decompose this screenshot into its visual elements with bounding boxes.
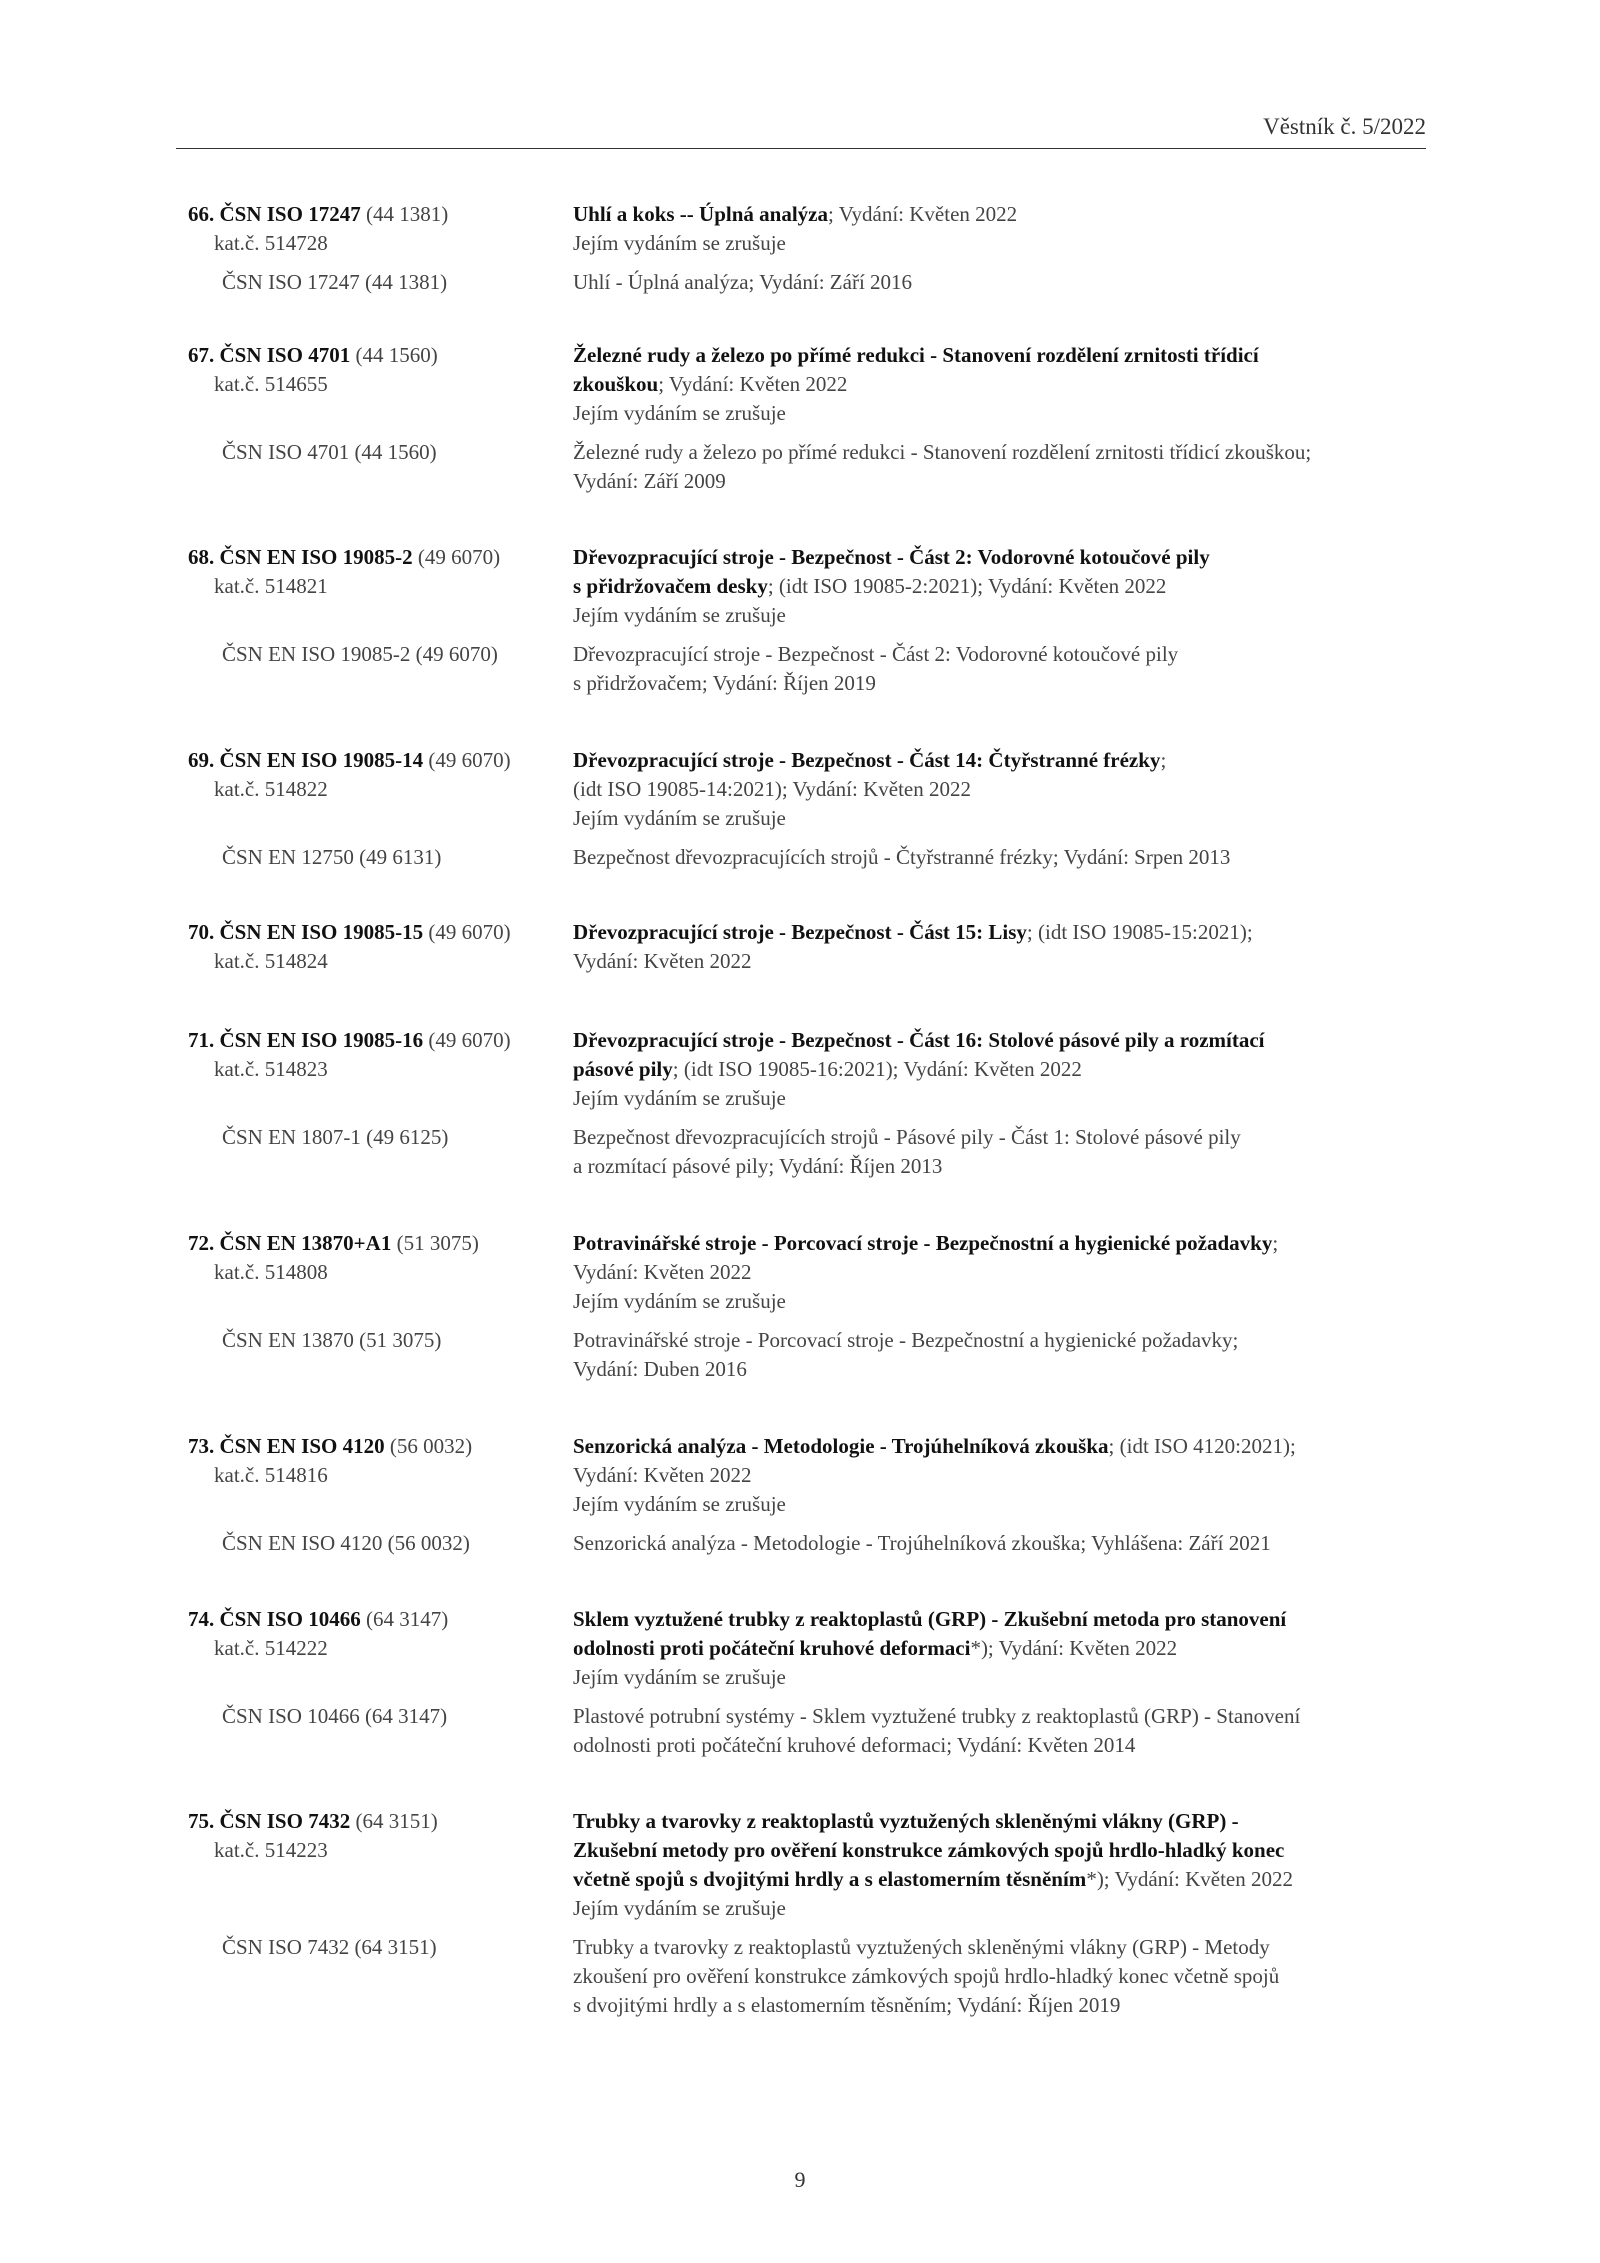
entry-identifier [188, 1807, 568, 1865]
title-rest-text: ; Vydání: Květen 2022 [658, 372, 848, 396]
replaced-standard: ČSN ISO 7432 (64 3151) [222, 1935, 437, 1959]
catalog-number: kat.č. 514822 [214, 777, 328, 801]
standard-designation: ČSN EN ISO 19085-2 [219, 545, 413, 569]
title-line [573, 1229, 1433, 1258]
title-rest-text: Vydání: Květen 2022 [573, 1463, 752, 1487]
title-bold-text: Dřevozpracující stroje - Bezpečnost - Část 14: Čtyřstranné frézky [573, 748, 1161, 772]
replaced-title-line: a rozmítací pásové pily; Vydání: Říjen 2013 [573, 1154, 943, 1178]
entry-title [573, 341, 1433, 428]
title-line [573, 1055, 1433, 1084]
title-line [573, 370, 1433, 399]
title-line [573, 1807, 1433, 1836]
classification-code: (64 3147) [365, 1607, 449, 1631]
title-rest-text: Vydání: Květen 2022 [573, 1260, 752, 1284]
replaced-standard-title [573, 1933, 1433, 2020]
replaced-title-line: Bezpečnost dřevozpracujících strojů - Pásové pily - Část 1: Stolové pásové pily [573, 1125, 1241, 1149]
catalog-number: kat.č. 514222 [214, 1636, 328, 1660]
entry-title [573, 1229, 1433, 1316]
title-rest-text: Vydání: Květen 2022 [573, 949, 752, 973]
title-bold-text: odolnosti proti počáteční kruhové deformaci [573, 1636, 971, 1660]
catalog-number: kat.č. 514808 [214, 1260, 328, 1284]
title-line [573, 1865, 1433, 1894]
entry-identifier-line [188, 1432, 568, 1461]
entry-title [573, 918, 1433, 976]
replaced-standard-title [573, 1326, 1433, 1384]
title-line [573, 1836, 1433, 1865]
replaced-title-line: zkoušení pro ověření konstrukce zámkových spojů hrdlo-hladký konec včetně spojů [573, 1964, 1280, 1988]
title-line [573, 200, 1433, 229]
title-line [573, 1258, 1433, 1287]
title-bold-text: Senzorická analýza - Metodologie - Trojúhelníková zkouška [573, 1434, 1109, 1458]
replaced-standard-title [573, 438, 1433, 496]
entry-identifier [188, 1605, 568, 1663]
entry-title [573, 1807, 1433, 1923]
title-rest-text: ; (idt ISO 4120:2021); [1108, 1434, 1296, 1458]
entry-identifier-line [188, 746, 568, 775]
entry-title [573, 1432, 1433, 1519]
entry-identifier-line [188, 1605, 568, 1634]
title-rest-text: ; Vydání: Květen 2022 [827, 202, 1018, 226]
title-bold-text: s přidržovačem desky [573, 574, 768, 598]
title-line [573, 543, 1433, 572]
entry-identifier-line [188, 1229, 568, 1258]
entry-title [573, 543, 1433, 630]
title-rest-text: (idt ISO 19085-14:2021); Vydání: Květen 2022 [573, 777, 971, 801]
entry-number: 75. [188, 1809, 215, 1833]
replaced-standard-title [573, 640, 1433, 698]
catalog-number: kat.č. 514223 [214, 1838, 328, 1862]
classification-code: (51 3075) [396, 1231, 479, 1255]
title-line [573, 746, 1433, 775]
entry-title [573, 200, 1433, 258]
cancellation-note: Jejím vydáním se zrušuje [573, 603, 786, 627]
entry-identifier-line [188, 918, 568, 947]
catalog-number: kat.č. 514655 [214, 372, 328, 396]
entry-number: 70. [188, 920, 215, 944]
catalog-number: kat.č. 514824 [214, 949, 328, 973]
replaced-title-line: Vydání: Duben 2016 [573, 1357, 747, 1381]
entry-identifier [188, 1229, 568, 1287]
title-line [573, 1461, 1433, 1490]
replaced-title-line: Bezpečnost dřevozpracujících strojů - Čtyřstranné frézky; Vydání: Srpen 2013 [573, 845, 1231, 869]
cancellation-note: Jejím vydáním se zrušuje [573, 1896, 786, 1920]
cancellation-note: Jejím vydáním se zrušuje [573, 1665, 786, 1689]
classification-code: (44 1560) [355, 343, 438, 367]
entry-identifier-line [188, 341, 568, 370]
standard-designation: ČSN EN ISO 19085-14 [219, 748, 424, 772]
entry-number: 73. [188, 1434, 215, 1458]
cancellation-note: Jejím vydáním se zrušuje [573, 231, 786, 255]
catalog-number: kat.č. 514821 [214, 574, 328, 598]
standard-designation: ČSN ISO 17247 [219, 202, 361, 226]
catalog-number: kat.č. 514728 [214, 231, 328, 255]
replaced-title-line: Vydání: Září 2009 [573, 469, 726, 493]
standard-designation: ČSN EN 13870+A1 [219, 1231, 392, 1255]
entry-title [573, 1605, 1433, 1692]
entry-number: 71. [188, 1028, 215, 1052]
replaced-standard: ČSN ISO 10466 (64 3147) [222, 1704, 448, 1728]
standard-designation: ČSN EN ISO 19085-16 [219, 1028, 424, 1052]
entry-number: 68. [188, 545, 215, 569]
title-bold-text: včetně spojů s dvojitými hrdly a s elastomerním těsněním [573, 1867, 1087, 1891]
title-bold-text: Potravinářské stroje - Porcovací stroje - Bezpečnostní a hygienické požadavky [573, 1231, 1273, 1255]
title-bold-text: Trubky a tvarovky z reaktoplastů vyztužených skleněnými vlákny (GRP) - [573, 1809, 1239, 1833]
title-bold-text: Dřevozpracující stroje - Bezpečnost - Část 15: Lisy [573, 920, 1027, 944]
entry-identifier-line [188, 1026, 568, 1055]
replaced-standard-title [573, 843, 1433, 872]
title-line [573, 775, 1433, 804]
classification-code: (56 0032) [389, 1434, 473, 1458]
title-bold-text: pásové pily [573, 1057, 673, 1081]
replaced-title-line: Potravinářské stroje - Porcovací stroje - Bezpečnostní a hygienické požadavky; [573, 1328, 1239, 1352]
title-bold-text: Dřevozpracující stroje - Bezpečnost - Část 16: Stolové pásové pily a rozmítací [573, 1028, 1265, 1052]
title-rest-text: ; (idt ISO 19085-15:2021); [1026, 920, 1253, 944]
replaced-standard: ČSN EN 1807-1 (49 6125) [222, 1125, 449, 1149]
replaced-standard-title [573, 268, 1433, 297]
replaced-standard-title [573, 1529, 1433, 1558]
entry-identifier-line [188, 543, 568, 572]
entry-identifier [188, 200, 568, 258]
entry-identifier [188, 918, 568, 976]
standard-designation: ČSN ISO 4701 [219, 343, 351, 367]
title-rest-text: ; [1272, 1231, 1279, 1255]
replaced-standard: ČSN ISO 4701 (44 1560) [222, 440, 437, 464]
entry-number: 67. [188, 343, 215, 367]
title-bold-text: Dřevozpracující stroje - Bezpečnost - Část 2: Vodorovné kotoučové pily [573, 545, 1210, 569]
standard-designation: ČSN ISO 7432 [219, 1809, 351, 1833]
replaced-standard: ČSN ISO 17247 (44 1381) [222, 270, 448, 294]
entry-identifier [188, 746, 568, 804]
title-rest-text: ; (idt ISO 19085-16:2021); Vydání: Květen 2022 [672, 1057, 1082, 1081]
title-bold-text: Železné rudy a železo po přímé redukci - Stanovení rozdělení zrnitosti třídicí [573, 343, 1259, 367]
title-line [573, 572, 1433, 601]
classification-code: (49 6070) [417, 545, 501, 569]
replaced-title-line: Trubky a tvarovky z reaktoplastů vyztužených skleněnými vlákny (GRP) - Metody [573, 1935, 1270, 1959]
title-line [573, 947, 1433, 976]
cancellation-note: Jejím vydáním se zrušuje [573, 1086, 786, 1110]
replaced-title-line: Uhlí - Úplná analýza; Vydání: Září 2016 [573, 270, 913, 294]
entry-title [573, 1026, 1433, 1113]
entry-number: 66. [188, 202, 215, 226]
title-rest-text: ; [1160, 748, 1167, 772]
standard-designation: ČSN EN ISO 19085-15 [219, 920, 424, 944]
entry-identifier-line [188, 200, 568, 229]
title-line [573, 1026, 1433, 1055]
replaced-standard-title [573, 1123, 1433, 1181]
classification-code: (44 1381) [365, 202, 449, 226]
replaced-standard: ČSN EN ISO 19085-2 (49 6070) [222, 642, 498, 666]
replaced-title-line: odolnosti proti počáteční kruhové deformaci; Vydání: Květen 2014 [573, 1733, 1136, 1757]
replaced-standard: ČSN EN ISO 4120 (56 0032) [222, 1531, 470, 1555]
classification-code: (49 6070) [428, 920, 511, 944]
page-number: 9 [794, 2167, 806, 2192]
cancellation-note: Jejím vydáním se zrušuje [573, 806, 786, 830]
entry-identifier-line [188, 1807, 568, 1836]
cancellation-note: Jejím vydáním se zrušuje [573, 401, 786, 425]
title-rest-text: *); Vydání: Květen 2022 [970, 1636, 1178, 1660]
title-line [573, 1634, 1433, 1663]
entry-title [573, 746, 1433, 833]
cancellation-note: Jejím vydáním se zrušuje [573, 1289, 786, 1313]
entry-identifier [188, 543, 568, 601]
entry-identifier [188, 1026, 568, 1084]
catalog-number: kat.č. 514823 [214, 1057, 328, 1081]
replaced-standard: ČSN EN 12750 (49 6131) [222, 845, 442, 869]
replaced-title-line: Senzorická analýza - Metodologie - Trojúhelníková zkouška; Vyhlášena: Září 2021 [573, 1531, 1271, 1555]
entry-identifier [188, 341, 568, 399]
title-bold-text: zkouškou [573, 372, 659, 396]
page-header [176, 108, 1426, 149]
entry-number: 74. [188, 1607, 215, 1631]
entry-number: 69. [188, 748, 215, 772]
bulletin-title: Věstník č. 5/2022 [1263, 114, 1426, 139]
replaced-title-line: Plastové potrubní systémy - Sklem vyztužené trubky z reaktoplastů (GRP) - Stanovení [573, 1704, 1301, 1728]
replaced-title-line: Dřevozpracující stroje - Bezpečnost - Část 2: Vodorovné kotoučové pily [573, 642, 1179, 666]
cancellation-note: Jejím vydáním se zrušuje [573, 1492, 786, 1516]
classification-code: (64 3151) [355, 1809, 438, 1833]
title-rest-text: ; (idt ISO 19085-2:2021); Vydání: Květen 2022 [767, 574, 1167, 598]
title-bold-text: Zkušební metody pro ověření konstrukce zámkových spojů hrdlo-hladký konec [573, 1838, 1285, 1862]
replaced-standard-title [573, 1702, 1433, 1760]
title-line [573, 341, 1433, 370]
replaced-title-line: s dvojitými hrdly a s elastomerním těsněním; Vydání: Říjen 2019 [573, 1993, 1121, 2017]
catalog-number: kat.č. 514816 [214, 1463, 328, 1487]
title-bold-text: Sklem vyztužené trubky z reaktoplastů (GRP) - Zkušební metoda pro stanovení [573, 1607, 1287, 1631]
entry-identifier [188, 1432, 568, 1490]
entry-number: 72. [188, 1231, 215, 1255]
title-rest-text: *); Vydání: Květen 2022 [1086, 1867, 1293, 1891]
classification-code: (49 6070) [428, 748, 511, 772]
classification-code: (49 6070) [428, 1028, 511, 1052]
replaced-title-line: s přidržovačem; Vydání: Říjen 2019 [573, 671, 876, 695]
title-line [573, 918, 1433, 947]
replaced-title-line: Železné rudy a železo po přímé redukci - Stanovení rozdělení zrnitosti třídicí zkouškou; [573, 440, 1312, 464]
title-line [573, 1432, 1433, 1461]
title-bold-text: Uhlí a koks -- Úplná analýza [573, 202, 828, 226]
title-line [573, 1605, 1433, 1634]
standard-designation: ČSN ISO 10466 [219, 1607, 361, 1631]
replaced-standard: ČSN EN 13870 (51 3075) [222, 1328, 442, 1352]
standard-designation: ČSN EN ISO 4120 [219, 1434, 385, 1458]
